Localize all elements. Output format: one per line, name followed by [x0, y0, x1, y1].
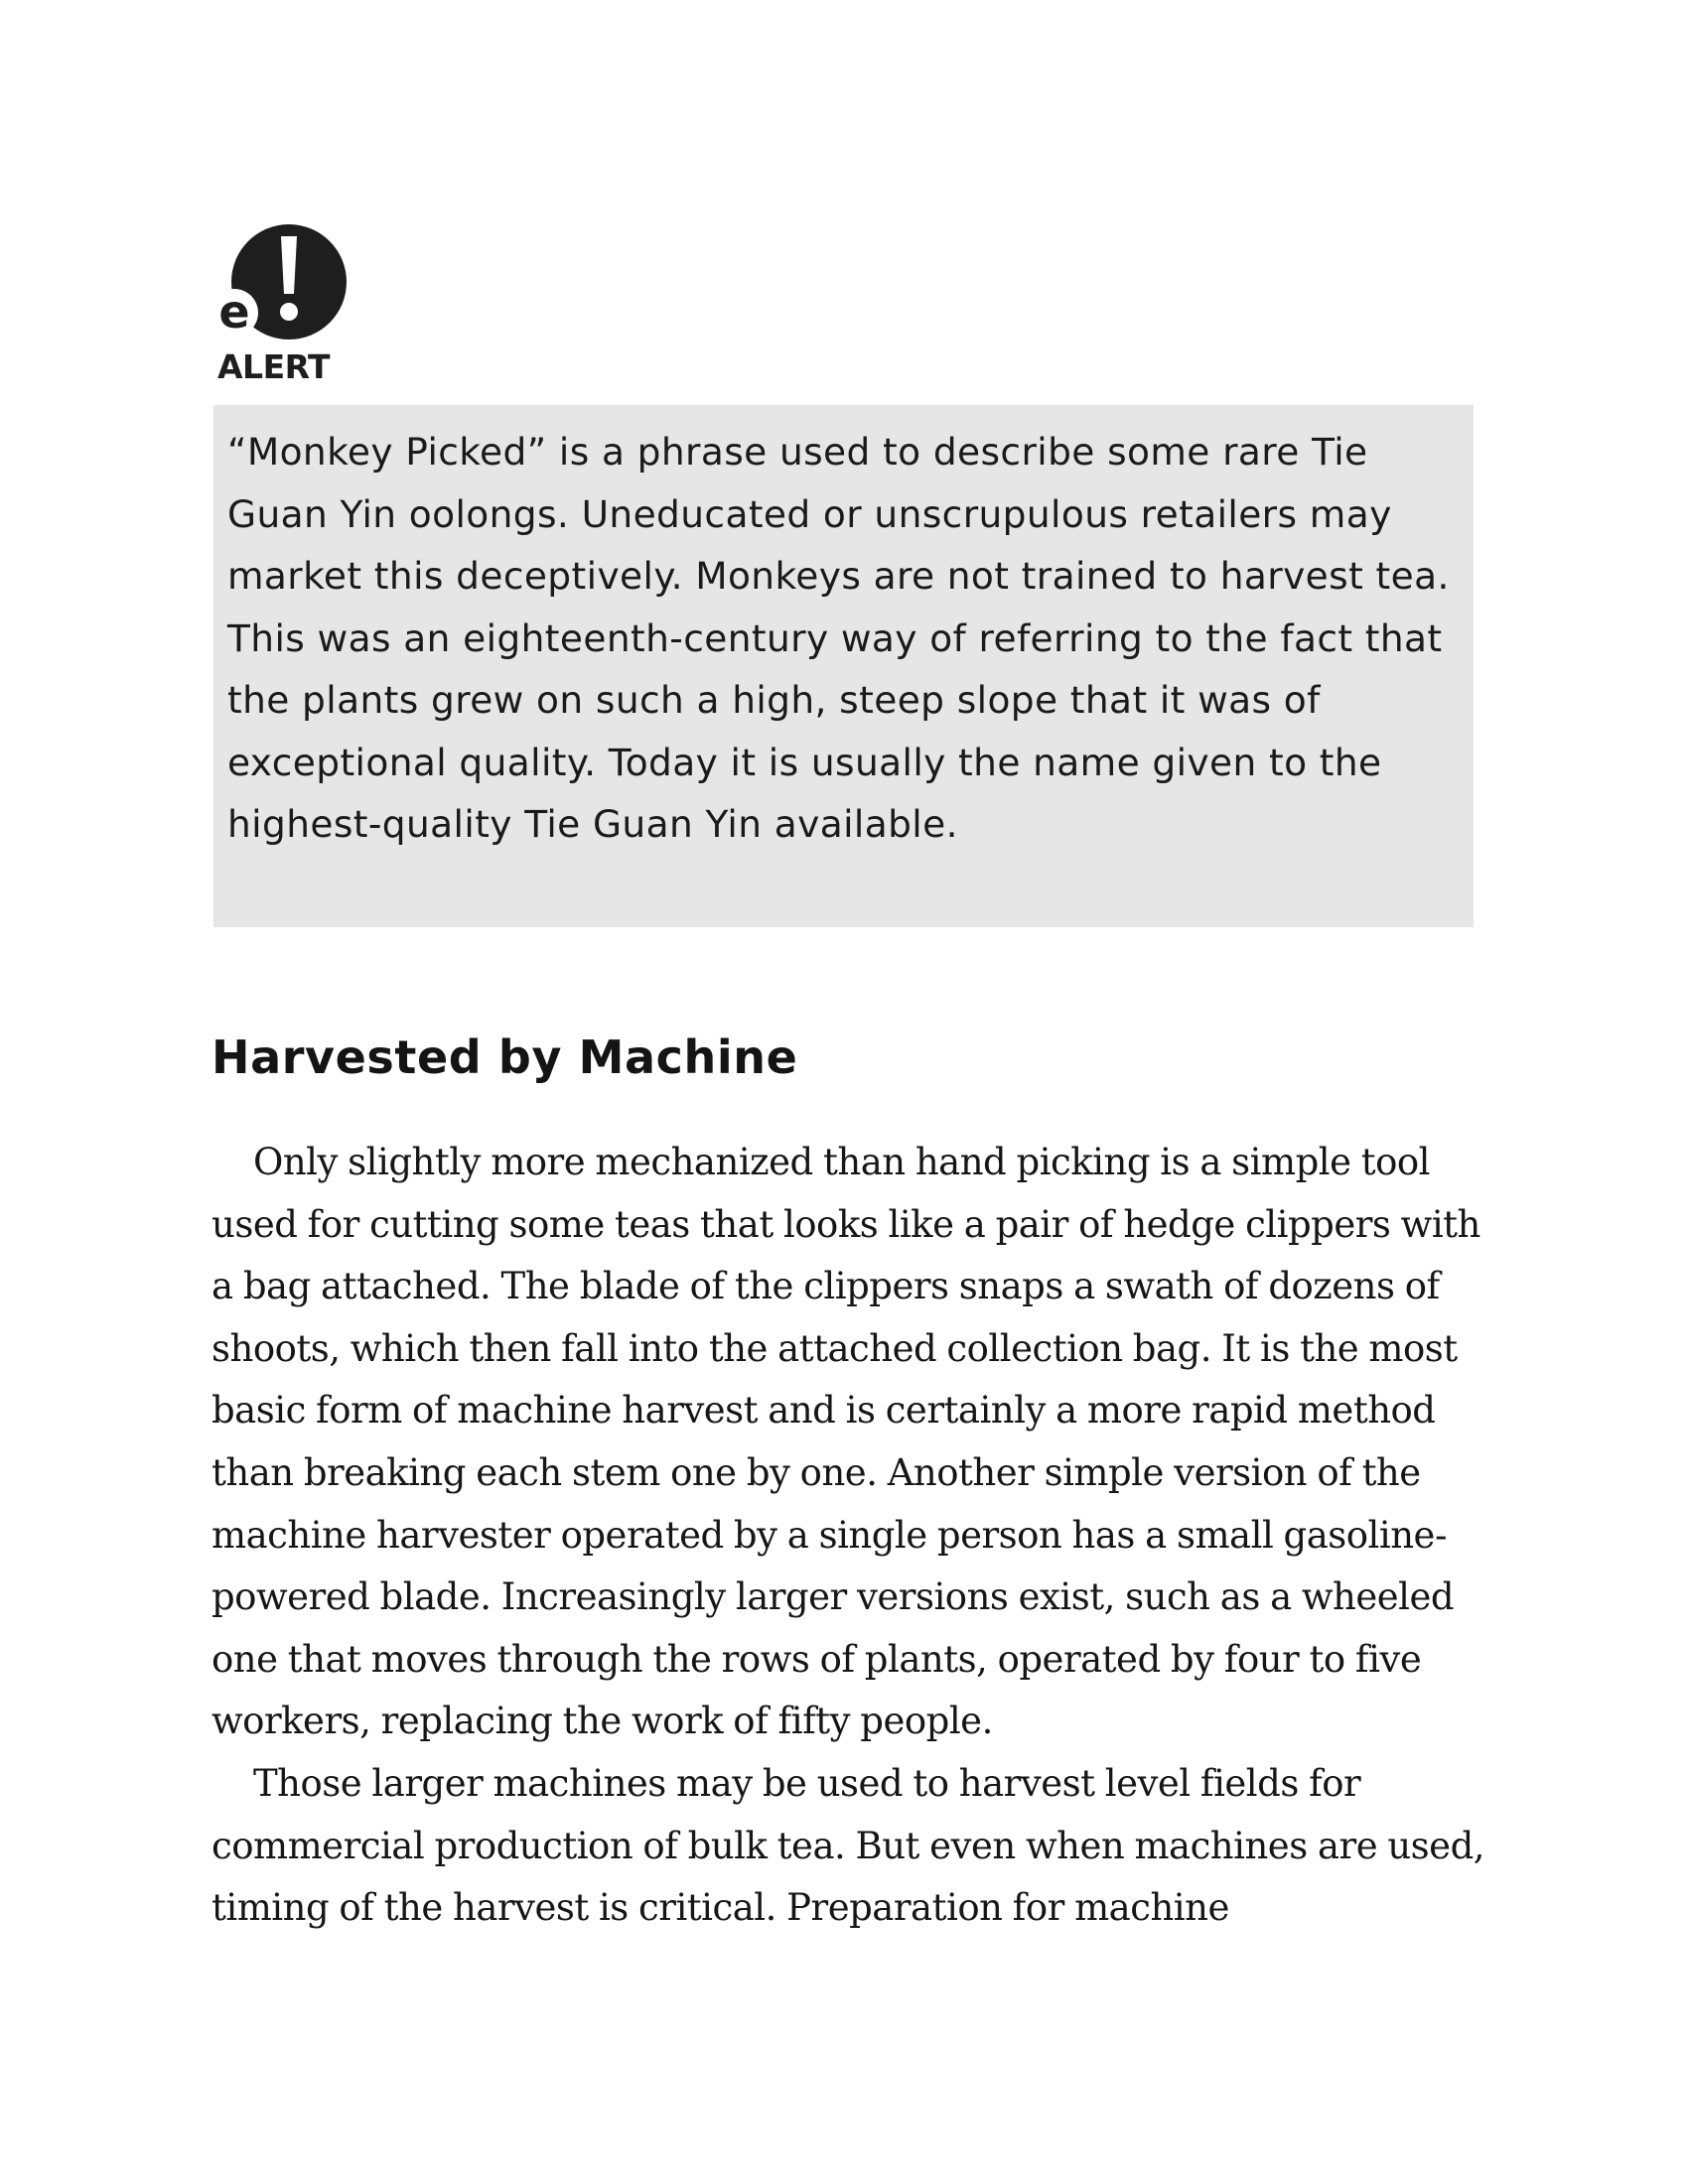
alert-icon: [211, 224, 351, 383]
alert-text: “Monkey Picked” is a phrase used to describe some rare Tie Guan Yin oolongs. Uneducated or unscrupulous retailers may market this deceptively. Monkeys are not trained to harvest tea. This was an eighteenth-century way of referring to the fact that the plants grew on such a high, steep slope that it was of exceptional quality. Today it is usually the name given to the highest-quality Tie Guan Yin available.: [227, 430, 1450, 846]
alert-icon-letter: e: [218, 285, 250, 339]
body-paragraph: Those larger machines may be used to harvest level fields for commercial production of bulk tea. But even when machines are used, timing of the harvest is critical. Preparation for machine: [211, 1761, 1485, 1930]
body-text: [211, 1132, 1492, 1940]
body-paragraph: Only slightly more mechanized than hand picking is a simple tool used for cutting some teas that looks like a pair of hedge clippers with a bag attached. The blade of the clippers snaps a swath of dozens of shoots, which then fall into the attached collection bag. It is the most basic form of machine harvest and is certainly a more rapid method than breaking each stem one by one. Another simple version of the machine harvester operated by a single person has a small gasoline-powered blade. Increasingly larger versions exist, such as a wheeled one that moves through the rows of plants, operated by four to five workers, replacing the work of fifty people.: [211, 1141, 1480, 1743]
alert-callout-box: [213, 405, 1474, 927]
alert-icon-label: ALERT: [217, 347, 331, 383]
alert-exclamation-icon: [211, 224, 351, 383]
section-heading: Harvested by Machine: [211, 1030, 798, 1084]
